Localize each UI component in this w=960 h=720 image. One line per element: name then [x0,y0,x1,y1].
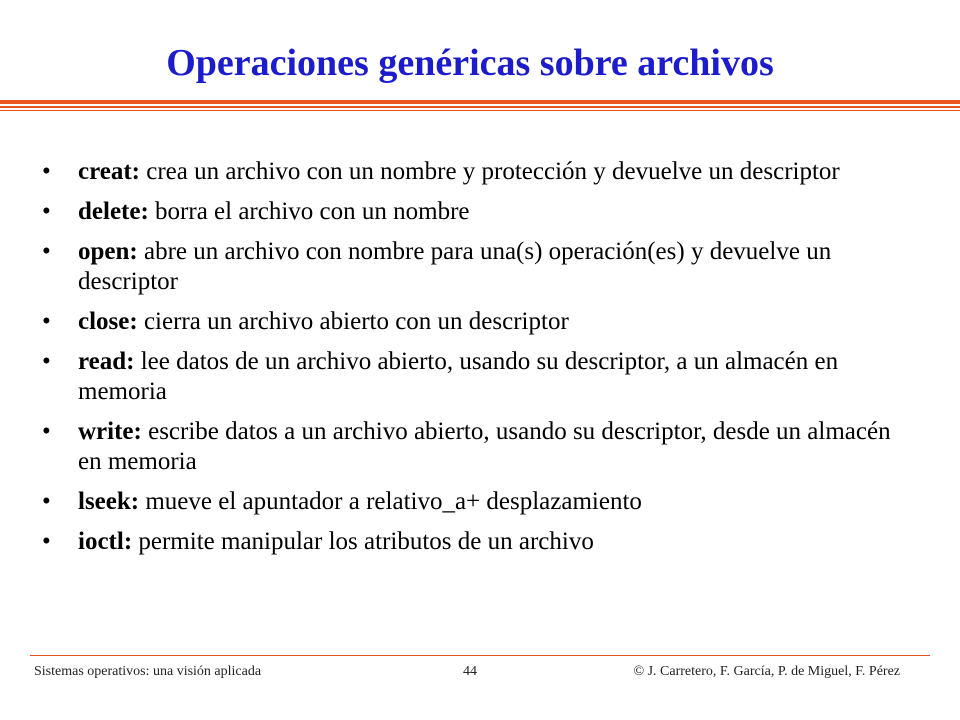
bullet-icon: • [42,158,51,185]
list-item-ioctl [40,527,920,557]
operation-description: crea un archivo con un nombre y protección y devuelve un descriptor [140,158,840,185]
operation-term: read: [78,348,135,375]
operation-term: close: [78,308,138,335]
operation-description: cierra un archivo abierto con un descriptor [137,308,569,335]
bullet-icon: • [42,238,51,265]
operation-term: open: [78,238,138,265]
operation-description: abre un archivo con nombre para una(s) operación(es) y devuelve un descriptor [78,238,832,295]
footer-divider [30,655,930,656]
operation-term: creat: [78,158,140,185]
operation-term: delete: [78,198,149,225]
operation-description: borra el archivo con un nombre [148,198,470,225]
list-item-lseek [40,487,920,517]
list-item-write [40,417,920,477]
footer-book-title: Sistemas operativos: una visión aplicada [34,664,262,679]
footer-authors: © J. Carretero, F. García, P. de Miguel, F. Pérez [633,664,900,679]
footer-page-number: 44 [463,664,477,679]
list-item-close [40,307,920,337]
list-item-creat [40,157,920,187]
bullet-icon: • [42,528,51,555]
bullet-icon: • [42,308,51,335]
list-item-read [40,347,920,407]
operation-description: lee datos de un archivo abierto, usando su descriptor, a un almacén en memoria [78,348,839,405]
bullet-icon: • [42,198,51,225]
operation-description: escribe datos a un archivo abierto, usando su descriptor, desde un almacén en memoria [78,418,891,475]
bullet-icon: • [42,488,51,515]
list-item-open [40,237,920,297]
operations-list [40,157,920,567]
list-item-delete [40,197,920,227]
title-divider [0,100,960,112]
slide-title: Operaciones genéricas sobre archivos [166,42,774,84]
operation-term: lseek: [78,488,140,515]
bullet-icon: • [42,418,51,445]
operation-description: mueve el apuntador a relativo_a+ desplazamiento [139,488,642,515]
operation-description: permite manipular los atributos de un archivo [132,528,594,555]
bullet-icon: • [42,348,51,375]
operation-term: ioctl: [78,528,133,555]
operation-term: write: [78,418,142,445]
